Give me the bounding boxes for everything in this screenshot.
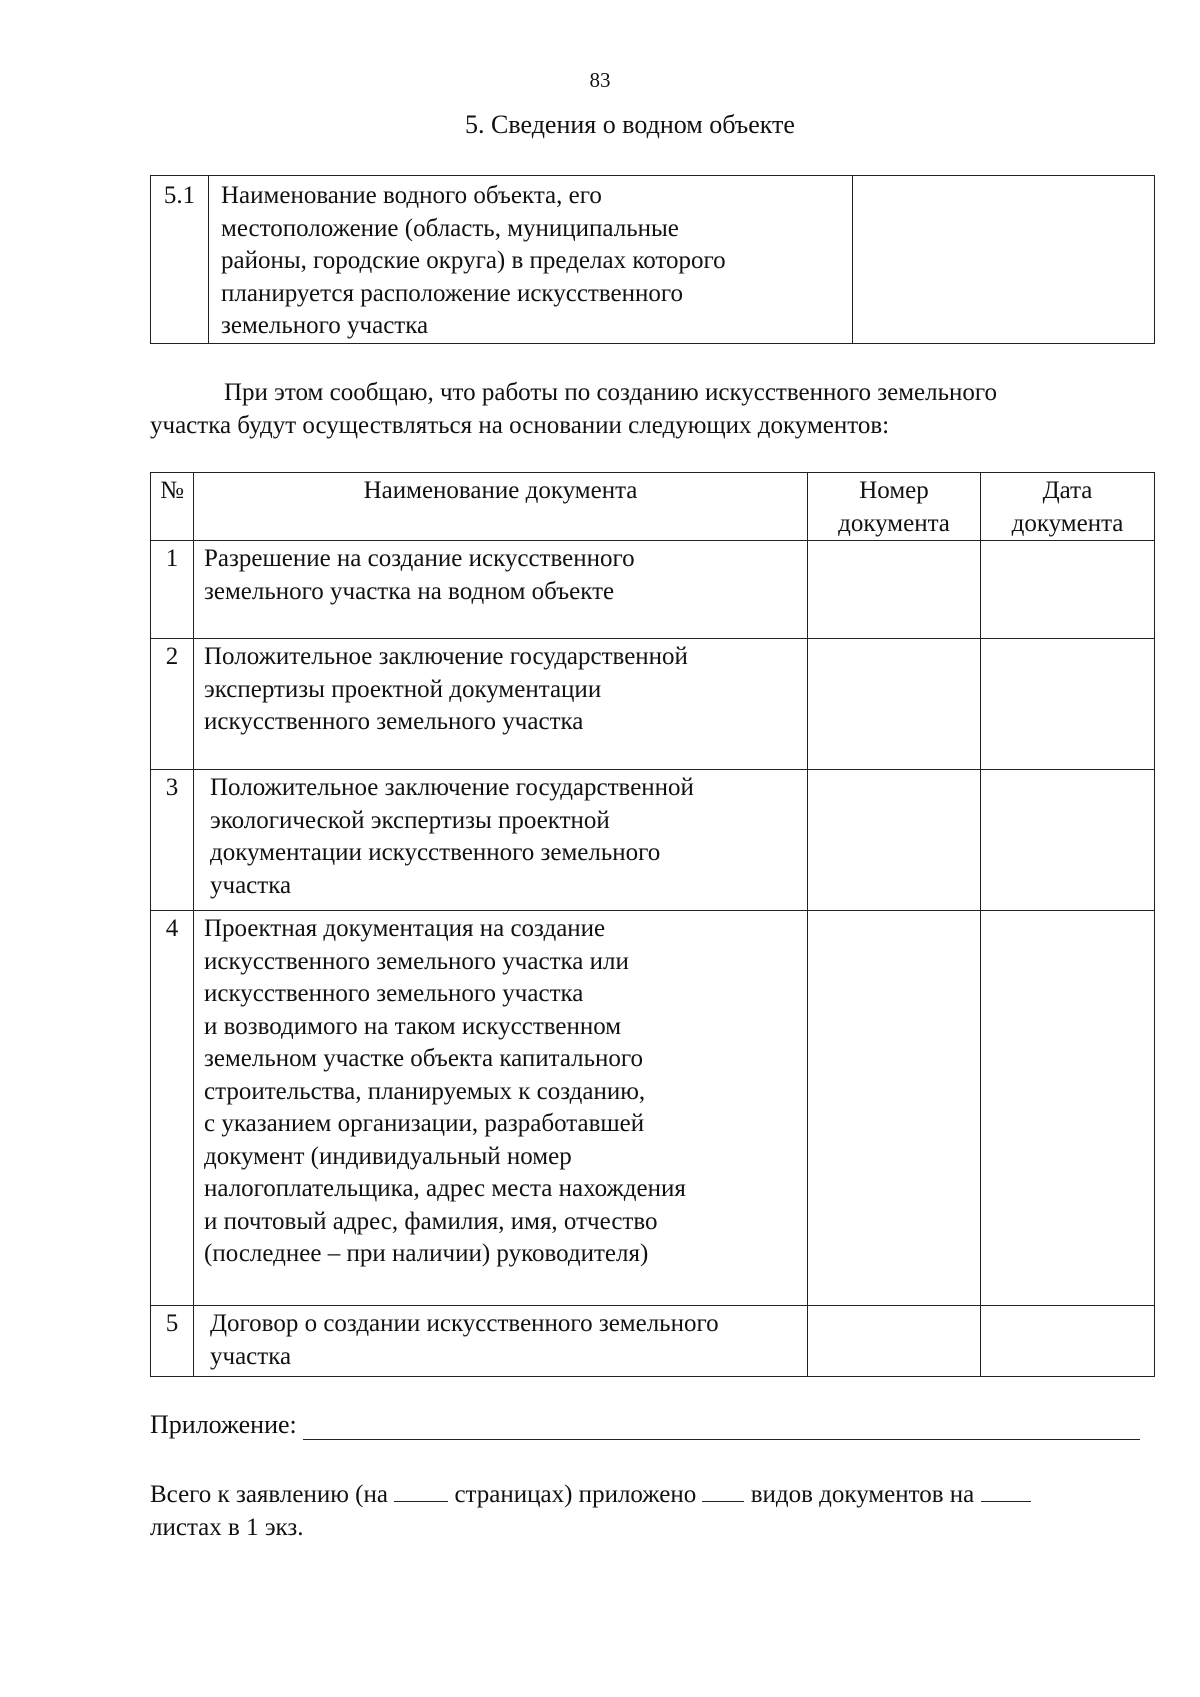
text-line: Проектная документация на создание: [204, 915, 606, 942]
table-row: [151, 770, 1155, 911]
table-row: [151, 1306, 1155, 1377]
totals-text: видов документов на: [750, 1481, 975, 1508]
text-line: искусственного земельного участка: [204, 708, 584, 735]
document-date-cell[interactable]: [981, 911, 1155, 1306]
intro-paragraph: [150, 376, 1154, 442]
text-line: местоположение (область, муниципальные: [221, 214, 679, 242]
text-line: земельного участка: [221, 312, 429, 339]
header-line: документа: [838, 509, 950, 537]
row-number: 5.1: [151, 176, 209, 344]
table-header-row: [151, 473, 1155, 541]
totals-text: листах в 1 экз.: [150, 1514, 304, 1541]
water-object-value-cell[interactable]: [853, 176, 1155, 344]
header-line: Дата: [1042, 477, 1093, 504]
text-line: Договор о создании искусственного земельного: [210, 1310, 719, 1337]
totals-text: страницах) приложено: [454, 1481, 697, 1508]
table-row: [151, 541, 1155, 639]
header-line: Номер: [859, 477, 929, 504]
document-name: [194, 639, 808, 770]
header-name: Наименование документа: [194, 473, 808, 541]
text-line: и почтовый адрес, фамилия, имя, отчество: [204, 1207, 658, 1235]
text-line: документации искусственного земельного: [210, 839, 661, 866]
text-line: экспертизы проектной документации: [204, 675, 602, 703]
header-num: №: [151, 473, 194, 541]
paragraph-line: При этом сообщаю, что работы по созданию искусственного земельного: [224, 379, 998, 406]
totals-text: Всего к заявлению (на: [150, 1481, 388, 1508]
document-date-cell[interactable]: [981, 541, 1155, 639]
header-doc-number: [808, 473, 981, 541]
row-number: 4: [151, 911, 194, 1306]
text-line: искусственного земельного участка или: [204, 947, 629, 975]
documents-table: [150, 472, 1155, 1377]
document-number-cell[interactable]: [808, 1306, 981, 1377]
document-number-cell[interactable]: [808, 639, 981, 770]
document-name: [194, 911, 808, 1306]
paragraph-line: участка будут осуществляться на основании следующих документов:: [150, 412, 890, 439]
table-row: [151, 639, 1155, 770]
text-line: с указанием организации, разработавшей: [204, 1110, 645, 1137]
document-date-cell[interactable]: [981, 639, 1155, 770]
header-line: документа: [1011, 509, 1124, 537]
attachment-line: [150, 1410, 1140, 1440]
row-number: 2: [151, 639, 194, 770]
text-line: Положительное заключение государственной: [210, 774, 694, 801]
text-line: (последнее – при наличии) руководителя): [204, 1240, 649, 1267]
row-number: 1: [151, 541, 194, 639]
table-row: [151, 911, 1155, 1306]
totals-statement: [150, 1478, 1154, 1544]
text-line: налогоплательщика, адрес места нахождения: [204, 1175, 686, 1202]
sheets-count-blank[interactable]: [981, 1481, 1031, 1502]
text-line: земельного участка на водном объекте: [204, 577, 615, 605]
text-line: Наименование водного объекта, его: [221, 182, 602, 209]
document-number-cell[interactable]: [808, 770, 981, 911]
row-number: 3: [151, 770, 194, 911]
text-line: Разрешение на создание искусственного: [204, 545, 635, 572]
text-line: земельном участке объекта капитального: [204, 1045, 644, 1072]
text-line: планируется расположение искусственного: [221, 279, 683, 307]
document-date-cell[interactable]: [981, 1306, 1155, 1377]
text-line: и возводимого на таком искусственном: [204, 1012, 622, 1040]
attachment-blank[interactable]: [303, 1413, 1140, 1440]
attachment-label: Приложение:: [150, 1410, 297, 1439]
water-object-table: [150, 175, 1155, 344]
water-object-description: [209, 176, 853, 344]
page-number: 83: [589, 68, 611, 92]
text-line: документ (индивидуальный номер: [204, 1142, 572, 1170]
row-number: 5: [151, 1306, 194, 1377]
header-doc-date: [981, 473, 1155, 541]
section-heading: 5. Сведения о водном объекте: [465, 110, 795, 139]
text-line: строительства, планируемых к созданию,: [204, 1077, 646, 1105]
pages-count-blank[interactable]: [394, 1481, 448, 1502]
document-number-cell[interactable]: [808, 911, 981, 1306]
document-date-cell[interactable]: [981, 770, 1155, 911]
text-line: искусственного земельного участка: [204, 980, 584, 1007]
text-line: Положительное заключение государственной: [204, 643, 688, 670]
text-line: экологической экспертизы проектной: [210, 806, 610, 834]
doc-types-count-blank[interactable]: [702, 1481, 744, 1502]
text-line: участка: [210, 871, 292, 899]
text-line: участка: [210, 1342, 292, 1370]
table-row: [151, 176, 1155, 344]
document-name: [194, 541, 808, 639]
document-number-cell[interactable]: [808, 541, 981, 639]
text-line: районы, городские округа) в пределах которого: [221, 247, 726, 274]
document-name: [194, 770, 808, 911]
document-name: [194, 1306, 808, 1377]
